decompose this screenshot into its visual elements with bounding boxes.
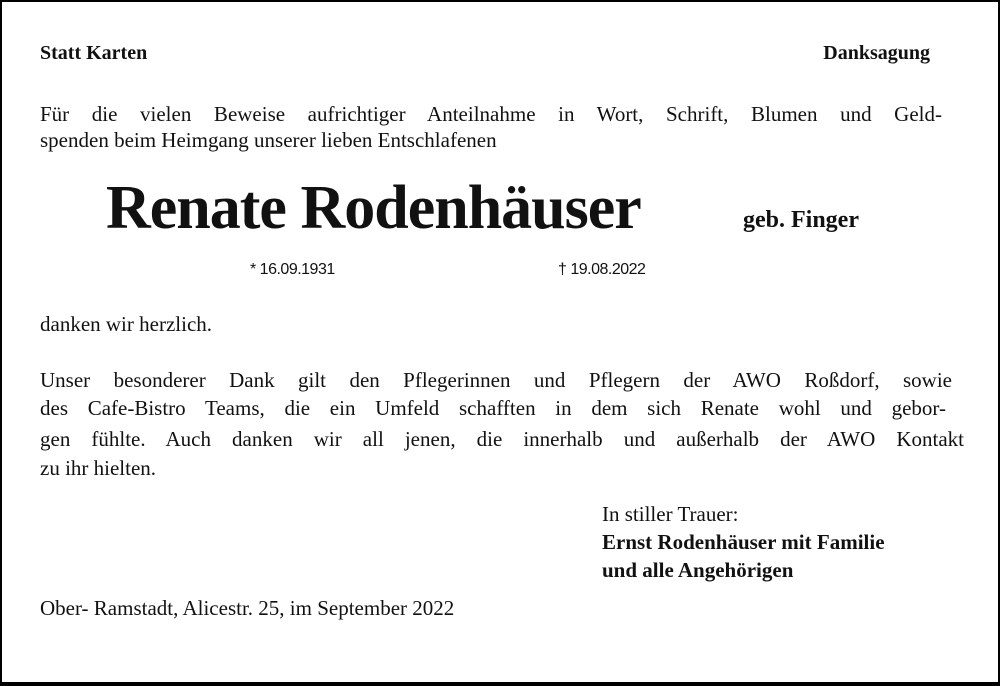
special-thanks-line-4: zu ihr hielten.: [40, 456, 157, 480]
signature-intro: In stiller Trauer:: [602, 502, 739, 526]
signature-line-2: und alle Angehörigen: [602, 558, 794, 582]
special-thanks-line-3: gen fühlte. Auch danken wir all jenen, die innerhalb und außerhalb der AWO Kontakt: [40, 427, 964, 451]
death-date: † 19.08.2022: [558, 261, 646, 278]
intro-line-1: Für die vielen Beweise aufrichtiger Anteilnahme in Wort, Schrift, Blumen und Geld-: [40, 102, 942, 126]
header-left: Statt Karten: [40, 42, 148, 64]
header-right: Danksagung: [823, 42, 930, 64]
signature-line-1: Ernst Rodenhäuser mit Familie: [602, 530, 885, 554]
birth-date: * 16.09.1931: [250, 261, 335, 278]
intro-line-2: spenden beim Heimgang unserer lieben Entschlafenen: [40, 128, 497, 152]
special-thanks-line-2: des Cafe-Bistro Teams, die ein Umfeld schafften in dem sich Renate wohl und gebor-: [40, 396, 946, 420]
deceased-name: Renate Rodenhäuser: [106, 174, 641, 242]
special-thanks-line-1: Unser besonderer Dank gilt den Pflegerinnen und Pflegern der AWO Roßdorf, sowie: [40, 368, 952, 392]
place-date: Ober- Ramstadt, Alicestr. 25, im September 2022: [40, 596, 455, 620]
thanks-text: danken wir herzlich.: [40, 312, 213, 336]
maiden-name: geb. Finger: [743, 207, 859, 233]
